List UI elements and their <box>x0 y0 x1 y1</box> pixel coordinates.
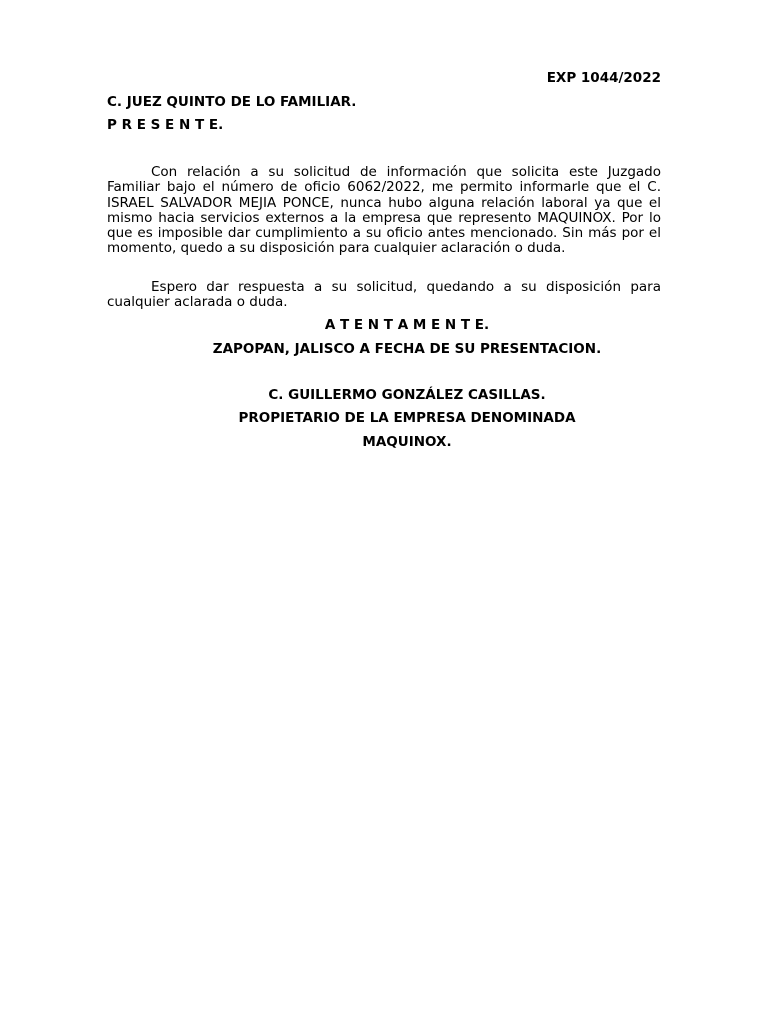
city-date-line: ZAPOPAN, JALISCO A FECHA DE SU PRESENTACION. <box>212 341 602 357</box>
body-paragraph-1: Con relación a su solicitud de información que solicita este Juzgado Familiar bajo el número de oficio 6062/2022, me permito informarle que el C. ISRAEL SALVADOR MEJIA PONCE, nunca hubo alguna relación laboral ya que el mismo hacia servicios externos a la empresa que represento MAQUINOX. Por lo que es imposible dar cumplimiento a su oficio antes mencionado. Sin más por el momento, quedo a su disposición para cualquier aclaración o duda. <box>107 164 661 257</box>
closing-salutation: A T E N T A M E N T E. <box>324 317 490 333</box>
body-paragraph-2: Espero dar respuesta a su solicitud, quedando a su disposición para cualquier aclarada o duda. <box>107 279 661 311</box>
case-number: EXP 1044/2022 <box>546 70 661 86</box>
addressee: C. JUEZ QUINTO DE LO FAMILIAR. <box>107 94 357 110</box>
signer-role-line-2: MAQUINOX. <box>362 434 452 450</box>
signer-role-line-1: PROPIETARIO DE LA EMPRESA DENOMINADA <box>238 410 576 426</box>
signer-name: C. GUILLERMO GONZÁLEZ CASILLAS. <box>268 387 546 403</box>
presente-heading: P R E S E N T E. <box>107 117 224 133</box>
